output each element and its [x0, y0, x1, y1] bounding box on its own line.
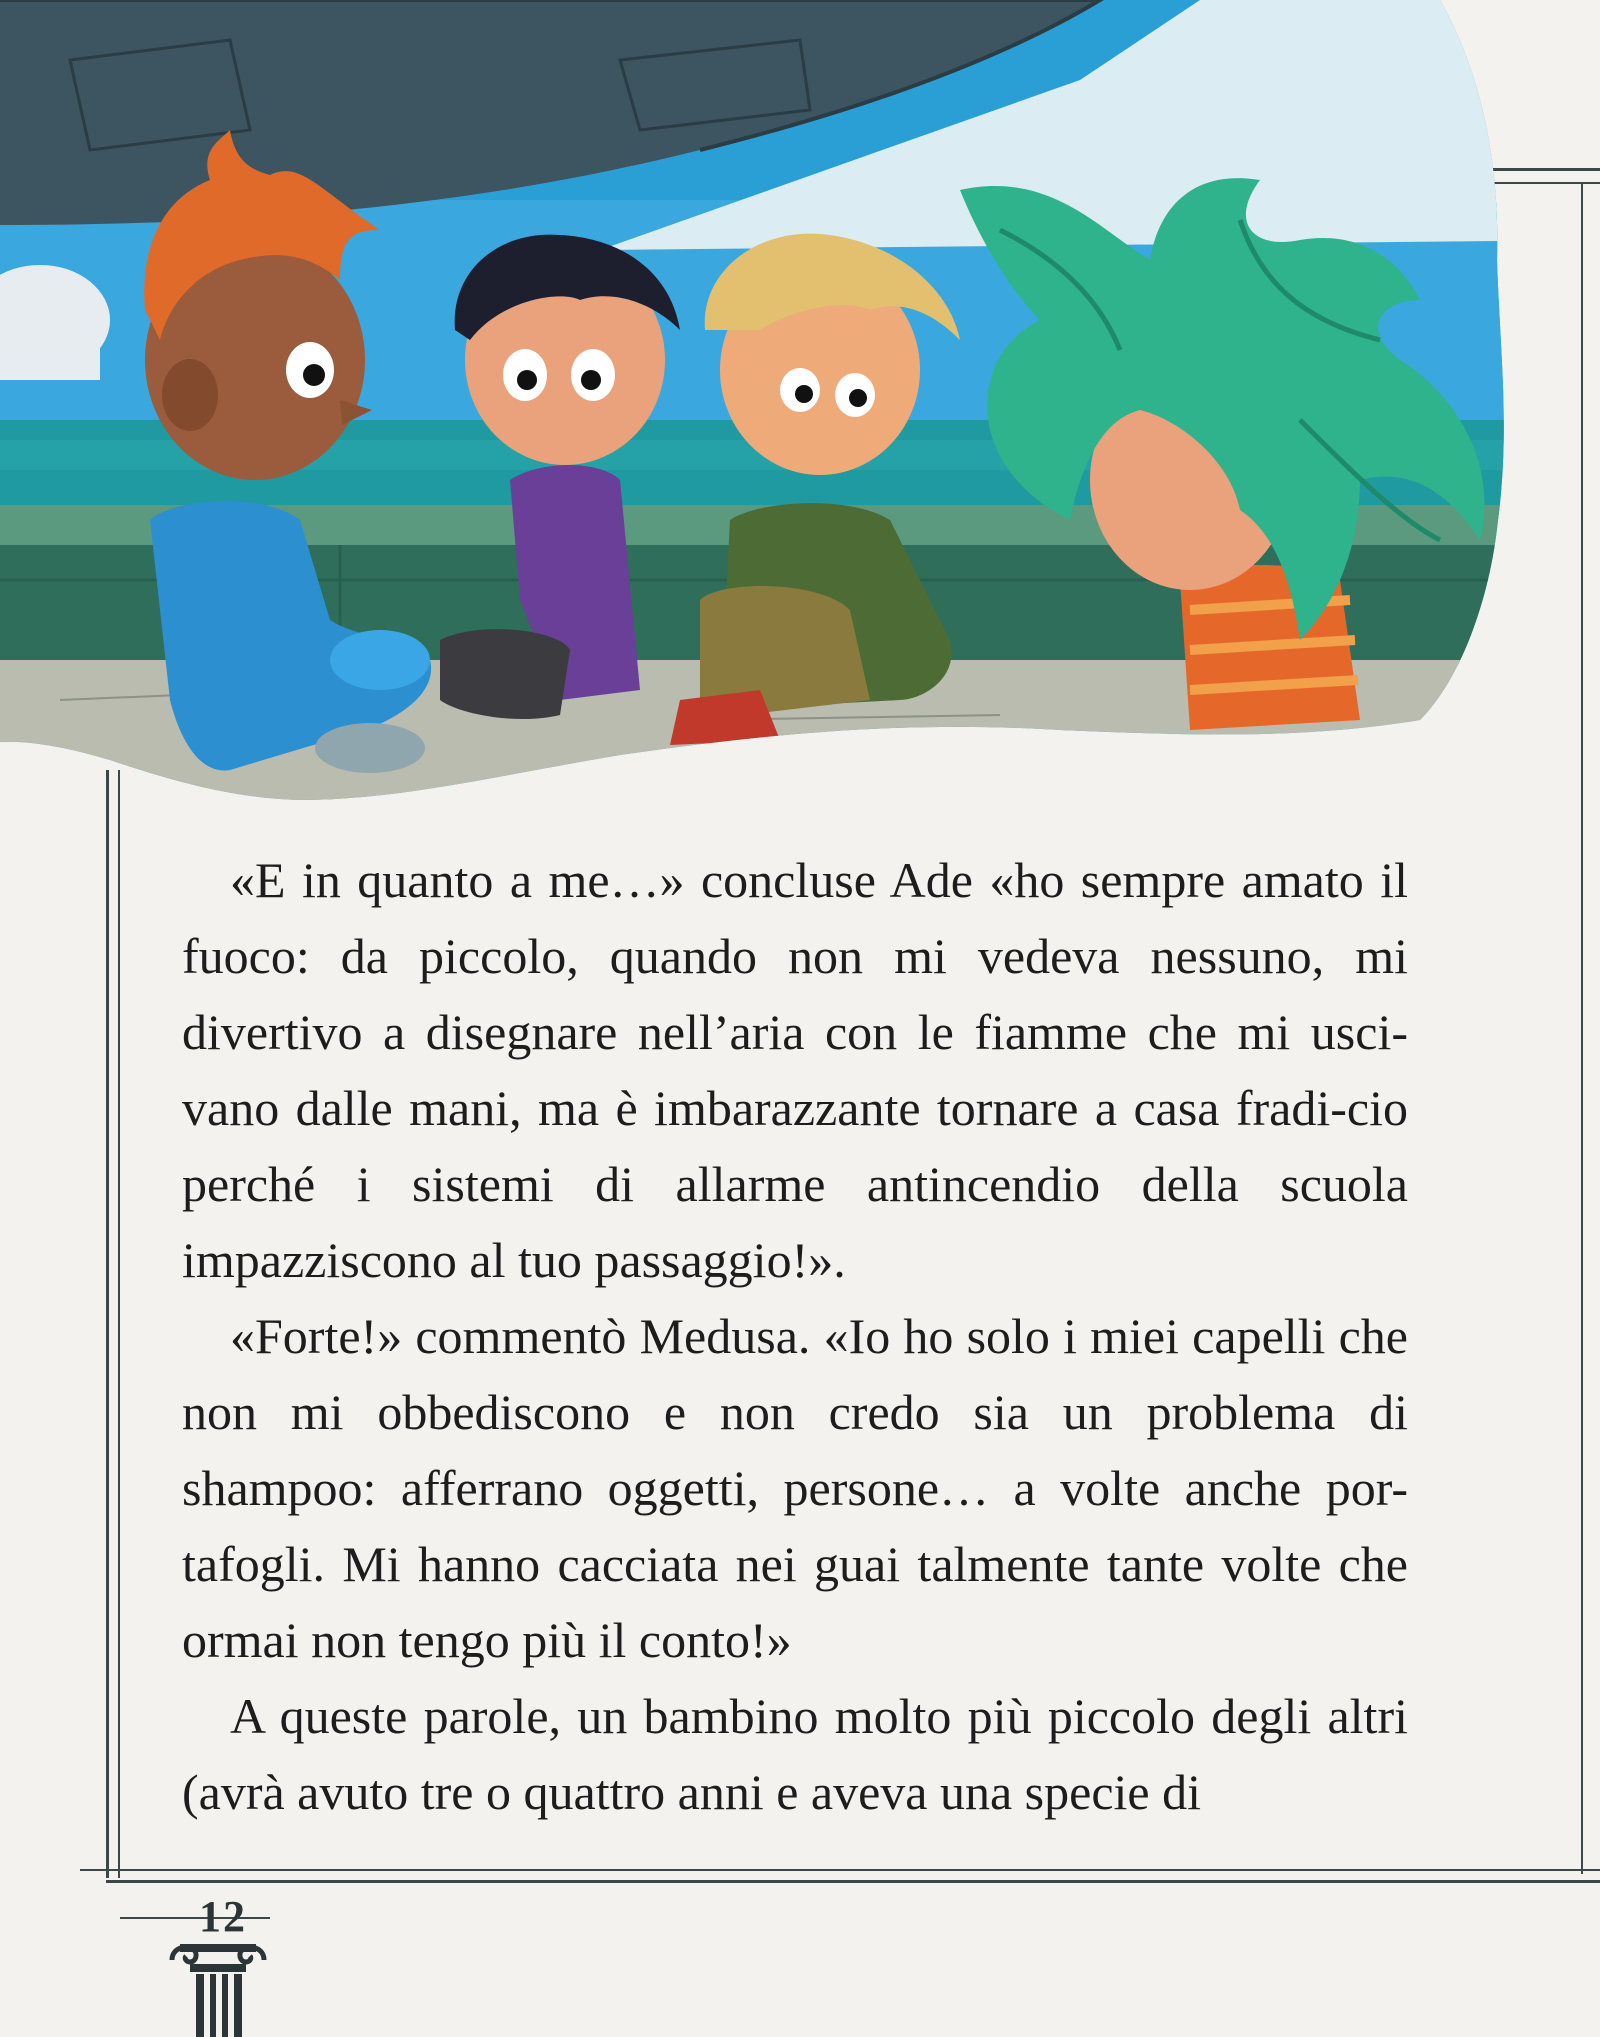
body-text — [182, 842, 1408, 1830]
frame-bottom-line-inner — [106, 1880, 1600, 1883]
page-number: 12 — [199, 1892, 247, 1941]
paragraph: A queste parole, un bambino molto più piccolo degli altri (avrà avuto tre o quattro anni e aveva una specie di — [182, 1688, 1408, 1820]
four-kids-on-ship-deck-illustration — [0, 0, 1600, 820]
frame-left-line — [106, 770, 109, 1878]
paragraph: «Forte!» commentò Medusa. «Io ho solo i miei capelli che non mi obbediscono e non credo sia un problema di shampoo: afferrano oggetti, persone… a volte anche por-tafogli. Mi hanno cacciata nei guai talmente tante volte che ormai non tengo più il conto!» — [182, 1308, 1408, 1668]
ionic-column-icon — [168, 1940, 268, 2037]
frame-bottom-line — [80, 1869, 1600, 1871]
frame-left-line-inner — [118, 770, 120, 1878]
paragraph: «E in quanto a me…» concluse Ade «ho sempre amato il fuoco: da piccolo, quando non mi vedeva nessuno, mi divertivo a disegnare nell’aria con le fiamme che mi usci-vano dalle mani, ma è imbarazzante tornare a casa fradi-cio perché i sistemi di allarme antincendio della scuola impazziscono al tuo passaggio!». — [182, 852, 1408, 1288]
